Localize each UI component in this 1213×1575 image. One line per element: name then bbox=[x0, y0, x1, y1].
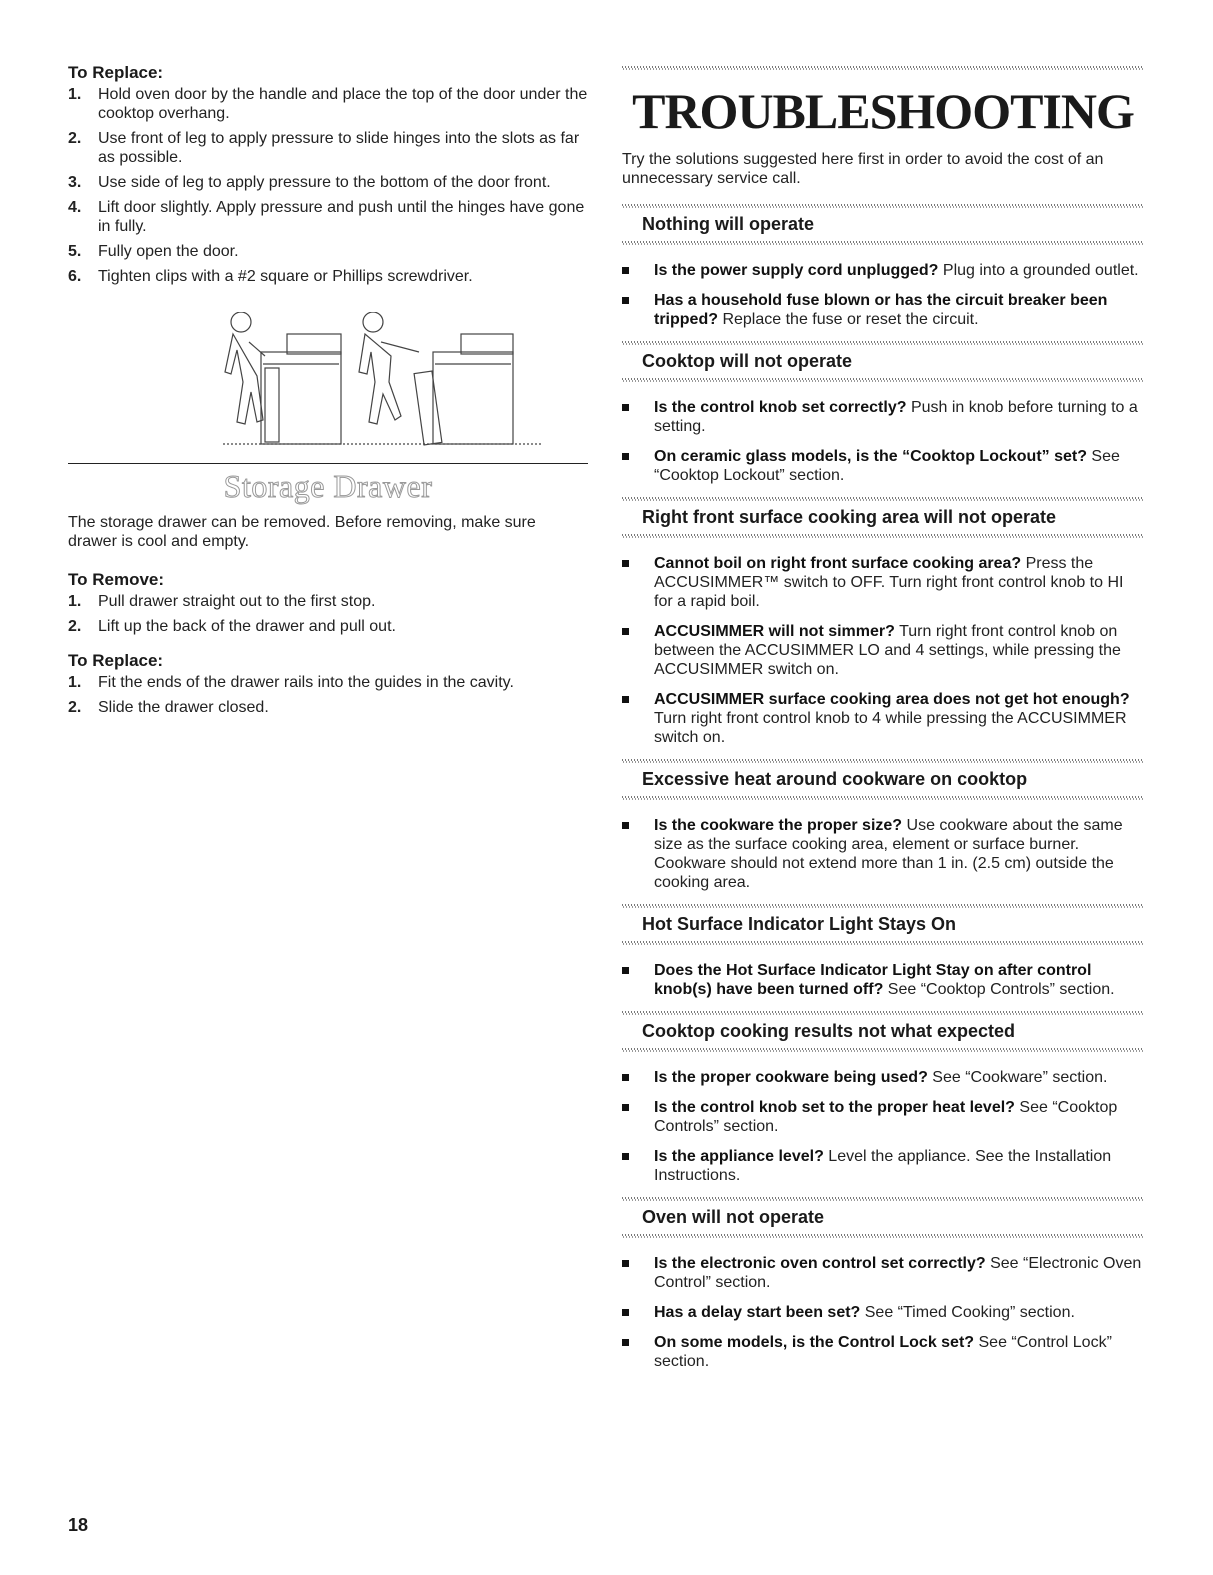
replace-steps bbox=[68, 85, 588, 286]
step-text: Use side of leg to apply pressure to the bottom of the door front. bbox=[98, 174, 551, 191]
section-divider bbox=[68, 463, 588, 464]
step-number: 5. bbox=[68, 243, 82, 260]
solution-answer: See “Cooktop Controls” section. bbox=[654, 1099, 1118, 1135]
solution-answer: Press the ACCUSIMMER™ switch to OFF. Turn right front control knob to HI for a rapid boil. bbox=[654, 555, 1124, 610]
title-rule bbox=[622, 66, 1144, 70]
solution-answer: Use cookware about the same size as the surface cooking area, element or surface burner. Cookware should not extend more than 1 in. (2.5 cm) outside the cooking area. bbox=[654, 817, 1123, 891]
solution-question: Is the control knob set to the proper heat level? bbox=[654, 1099, 1015, 1116]
step-number: 3. bbox=[68, 174, 82, 191]
solution-question: Is the control knob set correctly? bbox=[654, 399, 907, 416]
step-text: Fit the ends of the drawer rails into the guides in the cavity. bbox=[98, 674, 514, 691]
page-number: 18 bbox=[68, 1515, 89, 1535]
step-number: 2. bbox=[68, 699, 82, 716]
solution-answer: Plug into a grounded outlet. bbox=[938, 262, 1139, 279]
problem-section bbox=[622, 341, 1144, 485]
solution-item bbox=[622, 1303, 1144, 1322]
solution-question: On ceramic glass models, is the “Cooktop Lockout” set? bbox=[654, 448, 1087, 465]
solution-question: Is the cookware the proper size? bbox=[654, 817, 903, 834]
problem-section bbox=[622, 759, 1144, 892]
solution-answer: See “Cooktop Controls” section. bbox=[883, 981, 1115, 998]
step-item bbox=[68, 592, 588, 611]
solution-answer: See “Cooktop Lockout” section. bbox=[654, 448, 1120, 484]
step-text: Slide the drawer closed. bbox=[98, 699, 269, 716]
solution-item bbox=[622, 961, 1144, 999]
step-text: Lift door slightly. Apply pressure and push until the hinges have gone in fully. bbox=[98, 199, 585, 235]
problem-list bbox=[622, 204, 1144, 1371]
remove-heading: To Remove: bbox=[68, 570, 165, 589]
step-text: Pull drawer straight out to the first stop. bbox=[98, 593, 376, 610]
step-text: Hold oven door by the handle and place the top of the door under the cooktop overhang. bbox=[98, 86, 588, 122]
solution-question: On some models, is the Control Lock set? bbox=[654, 1334, 975, 1351]
step-item bbox=[68, 242, 588, 261]
solution-item bbox=[622, 291, 1144, 329]
solution-item bbox=[622, 261, 1144, 280]
replace-heading: To Replace: bbox=[68, 63, 164, 82]
right-column bbox=[622, 66, 1144, 1383]
solution-item bbox=[622, 1098, 1144, 1136]
solution-list bbox=[622, 945, 1144, 999]
solution-item bbox=[622, 1333, 1144, 1371]
solution-answer: Push in knob before turning to a setting. bbox=[654, 399, 1138, 435]
problem-heading: Hot Surface Indicator Light Stays On bbox=[642, 914, 957, 934]
solution-item bbox=[622, 690, 1144, 747]
solution-question: Has a household fuse blown or has the circuit breaker been tripped? bbox=[654, 292, 1108, 328]
problem-heading: Right front surface cooking area will not operate bbox=[642, 507, 1057, 527]
step-item bbox=[68, 698, 588, 717]
replace2-heading: To Replace: bbox=[68, 651, 164, 670]
solution-question: Is the power supply cord unplugged? bbox=[654, 262, 939, 279]
step-item bbox=[68, 129, 588, 167]
step-text: Use front of leg to apply pressure to slide hinges into the slots as far as possible. bbox=[98, 130, 580, 166]
step-item bbox=[68, 85, 588, 123]
problem-heading: Oven will not operate bbox=[642, 1207, 825, 1227]
solution-item bbox=[622, 554, 1144, 611]
solution-item bbox=[622, 1254, 1144, 1292]
problem-heading: Nothing will operate bbox=[642, 214, 815, 234]
solution-item bbox=[622, 622, 1144, 679]
solution-question: Has a delay start been set? bbox=[654, 1304, 861, 1321]
step-number: 1. bbox=[68, 674, 82, 691]
solution-item bbox=[622, 398, 1144, 436]
problem-section bbox=[622, 904, 1144, 999]
solution-item bbox=[622, 816, 1144, 892]
step-item bbox=[68, 198, 588, 236]
step-text: Tighten clips with a #2 square or Phillips screwdriver. bbox=[98, 268, 473, 285]
troubleshooting-intro: Try the solutions suggested here first in order to avoid the cost of an unnecessary service call. bbox=[622, 151, 1104, 187]
solution-answer: See “Control Lock” section. bbox=[654, 1334, 1112, 1370]
solution-list bbox=[622, 1052, 1144, 1185]
step-item bbox=[68, 617, 588, 636]
storage-intro: The storage drawer can be removed. Before removing, make sure drawer is cool and empty. bbox=[68, 514, 536, 550]
step-number: 2. bbox=[68, 618, 82, 635]
solution-question: Is the proper cookware being used? bbox=[654, 1069, 928, 1086]
step-item bbox=[68, 267, 588, 286]
problem-section bbox=[622, 497, 1144, 747]
solution-item bbox=[622, 1068, 1144, 1087]
solution-question: ACCUSIMMER surface cooking area does not get hot enough? bbox=[654, 691, 1130, 708]
problem-heading: Cooktop cooking results not what expected bbox=[642, 1021, 1016, 1041]
problem-section bbox=[622, 1011, 1144, 1185]
solution-question: Is the electronic oven control set correctly? bbox=[654, 1255, 986, 1272]
problem-heading: Excessive heat around cookware on cooktop bbox=[642, 769, 1028, 789]
solution-answer: Replace the fuse or reset the circuit. bbox=[718, 311, 979, 328]
solution-question: Is the appliance level? bbox=[654, 1148, 824, 1165]
step-number: 1. bbox=[68, 86, 82, 103]
solution-item bbox=[622, 447, 1144, 485]
solution-item bbox=[622, 1147, 1144, 1185]
step-number: 4. bbox=[68, 199, 82, 216]
step-text: Fully open the door. bbox=[98, 243, 239, 260]
step-number: 6. bbox=[68, 268, 82, 285]
solution-question: Does the Hot Surface Indicator Light Stay on after control knob(s) have been turned off? bbox=[654, 962, 1092, 998]
solution-question: Cannot boil on right front surface cooking area? bbox=[654, 555, 1022, 572]
solution-answer: Turn right front control knob on between the ACCUSIMMER LO and 4 settings, while pressing the ACCUSIMMER switch on. bbox=[654, 623, 1121, 678]
replace2-steps bbox=[68, 673, 588, 717]
solution-answer: Level the appliance. See the Installation Instructions. bbox=[654, 1148, 1112, 1184]
step-item bbox=[68, 173, 588, 192]
solution-answer: See “Cookware” section. bbox=[927, 1069, 1108, 1086]
step-number: 2. bbox=[68, 130, 82, 147]
door-installation-illustration bbox=[223, 312, 553, 452]
solution-list bbox=[622, 382, 1144, 485]
solution-list bbox=[622, 800, 1144, 892]
step-item bbox=[68, 673, 588, 692]
problem-section bbox=[622, 204, 1144, 329]
solution-answer: Turn right front control knob to 4 while pressing the ACCUSIMMER switch on. bbox=[654, 710, 1127, 746]
step-text: Lift up the back of the drawer and pull out. bbox=[98, 618, 396, 635]
solution-list bbox=[622, 538, 1144, 747]
storage-drawer-title: Storage Drawer bbox=[223, 468, 433, 504]
solution-answer: See “Timed Cooking” section. bbox=[860, 1304, 1075, 1321]
left-column bbox=[68, 62, 588, 723]
remove-steps bbox=[68, 592, 588, 636]
solution-answer: See “Electronic Oven Control” section. bbox=[654, 1255, 1142, 1291]
solution-question: ACCUSIMMER will not simmer? bbox=[654, 623, 895, 640]
step-number: 1. bbox=[68, 593, 82, 610]
problem-heading: Cooktop will not operate bbox=[642, 351, 852, 371]
problem-section bbox=[622, 1197, 1144, 1371]
troubleshooting-title: TROUBLESHOOTING bbox=[632, 83, 1134, 139]
solution-list bbox=[622, 245, 1144, 329]
solution-list bbox=[622, 1238, 1144, 1371]
